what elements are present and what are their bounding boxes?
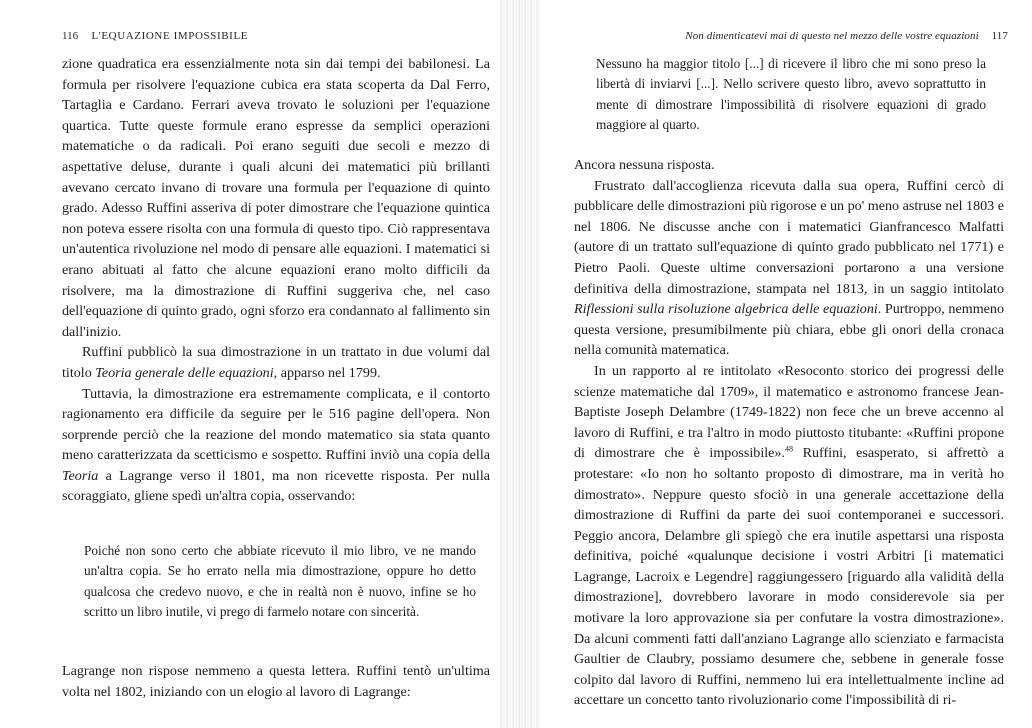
left-body-text — [62, 54, 490, 507]
right-line-1: Ancora nessuna risposta. — [574, 157, 715, 173]
left-closing-text — [62, 661, 490, 702]
left-quote-text: Poiché non sono certo che abbiate ricevuto il mio libro, ve ne mando un'altra copia. Se ho errato nella mia dimostrazione, oppure ho detto qualcosa che credevo nuovo, e che in realtà non è nuovo, infine se ho scritto un libro inutile, vi prego di farmelo notare con sincerità. — [84, 543, 476, 620]
left-p3-end: a Lagrange verso il 1801, ma non ricevette risposta. Per nulla scoraggiato, gliene spedì un'altra copia, osservando: — [62, 467, 490, 505]
right-block-quote — [596, 54, 986, 136]
left-page — [0, 0, 512, 728]
book-title-teoria-generale: Teoria generale delle equazioni — [95, 364, 274, 381]
right-page — [512, 0, 1032, 728]
right-page-number: 117 — [991, 30, 1008, 42]
left-p3-text: Tuttavia, la dimostrazione era estremamente complicata, e il contorto ragionamento era difficile da seguire per le 516 pagine dell'opera. Non sorprende perciò che la reazione del mondo matematico sia stata quanto meno caratterizzata da scetticismo e sospetto. Ruffini inviò una copia della — [62, 385, 490, 464]
book-title-riflessioni: Riflessioni sulla risoluzione algebrica delle equazioni — [574, 301, 878, 318]
left-block-quote — [84, 541, 476, 623]
right-quote-text: Nessuno ha maggior titolo [...] di ricevere il libro che mi sono preso la libertà di inviarvi [...]. Nello scrivere questo libro, avevo soprattutto in mente di dimostrare l'impossibilità di risolvere equazioni di grado maggiore al quarto. — [596, 56, 986, 133]
left-paragraph-2 — [62, 342, 490, 383]
left-paragraph-1: zione quadratica era essenzialmente nota sin dai tempi dei babilonesi. La formula per risolvere l'equazione cubica era stata scoperta da Dal Ferro, Tartaglia e Cardano. Ferrari aveva trovato le soluzioni per l'equazione quartica. Tutte queste formule erano espresse da semplici operazioni matematiche o da radicali. Poi erano seguiti due secoli e mezzo di aspettative deluse, durante i quali alcuni dei matematici più brillanti avevano cercato invano di trovare una formula per l'equazione di quinto grado. Adesso Ruffini asseriva di poter dimostrare che l'equazione quintica non poteva essere risolta con una formula di questo tipo. Ciò rappresentava un'autentica rivoluzione nel modo di pensare alle equazioni. I matematici si erano abituati al fatto che alcune equazioni erano molto difficili da risolvere, ma la dimostrazione di Ruffini suggeriva che, nel caso dell'equazione di quinto grado, ogni sforzo era condannato al fallimento sin dall'inizio. — [62, 56, 490, 340]
right-running-head — [685, 30, 1008, 42]
right-p3-end: Ruffini, esasperato, si affrettò a protestare: «Io non ho soltanto proposto di dimostrare, ma in verità ho dimostrato». Neppure questo sfociò in una generale accettazione della dimostrazione di Ruffini da parte dei suoi contemporanei e successori. Peggio ancora, Delambre gli spiegò che era inutile aspettarsi una risposta definitiva, poiché «qualunque decisione i vostri Arbitri [i matematici Lagrange, Lacroix e Legendre] raggiungessero [riguardo alla validità della dimostrazione], dovrebbero lavorare in modo considerevole sia per motivare la loro approvazione sia per confutare la vostra dimostrazione». Da alcuni commenti fatti dall'anziano Lagrange allo scienziato e farmacista Gaultier de Claubry, possiamo desumere che, sebbene in generale fosse colpito dal lavoro di Ruffini, nemmeno lui era intellettualmente incline ad accettare un concetto tanto rivoluzionario come l'impossibilità di ri- — [574, 445, 1005, 709]
left-p2-end: , apparso nel 1799. — [273, 364, 381, 381]
right-paragraph-3 — [574, 361, 1004, 711]
left-page-number: 116 — [62, 30, 79, 42]
left-closing-paragraph: Lagrange non rispose nemmeno a questa lettera. Ruffini tentò un'ultima volta nel 1802, iniziando con un elogio al lavoro di Lagrange: — [62, 663, 490, 700]
left-p2-text: Ruffini pubblicò la sua dimostrazione in un trattato in due volumi dal titolo — [62, 344, 490, 381]
right-p2-text: Frustrato dall'accoglienza ricevuta dalla sua opera, Ruffini cercò di pubblicare delle dimostrazioni più rigorose e un po' meno astruse nel 1803 e nel 1806. Ne discusse anche con i matematici Gianfrancesco Malfatti (autore di un trattato sull'equazione di quinto grado pubblicato nel 1771) e Pietro Paoli. Queste ultime conversazioni portarono a una versione definitiva della dimostrazione, stampata nel 1813, in un saggio intitolato — [574, 177, 1004, 297]
left-head-title: L'EQUAZIONE IMPOSSIBILE — [91, 30, 249, 42]
left-running-head — [62, 30, 248, 42]
right-p3-text: In un rapporto al re intitolato «Resoconto storico dei progressi delle scienze matematiche dal 1709», il matematico e astronomo francese Jean-Baptiste Joseph Delambre (1749-1822) non fece che un breve accenno al lavoro di Ruffini, e tra l'altro in modo piuttosto titubante: «Ruffini propone di dimostrare che è impossibile». — [574, 362, 1004, 462]
book-title-teoria: Teoria — [62, 467, 99, 484]
right-paragraph-2 — [574, 176, 1004, 361]
footnote-reference: 48 — [784, 444, 793, 454]
right-p2-end: . Purtroppo, nemmeno questa versione, presumibilmente più chiara, ebbe gli onori della cronaca nella comunità matematica. — [574, 301, 1005, 359]
left-paragraph-3 — [62, 384, 490, 508]
right-body-text — [574, 155, 1004, 711]
right-head-title: Non dimenticatevi mai di questo nel mezzo delle vostre equazioni — [685, 30, 979, 42]
